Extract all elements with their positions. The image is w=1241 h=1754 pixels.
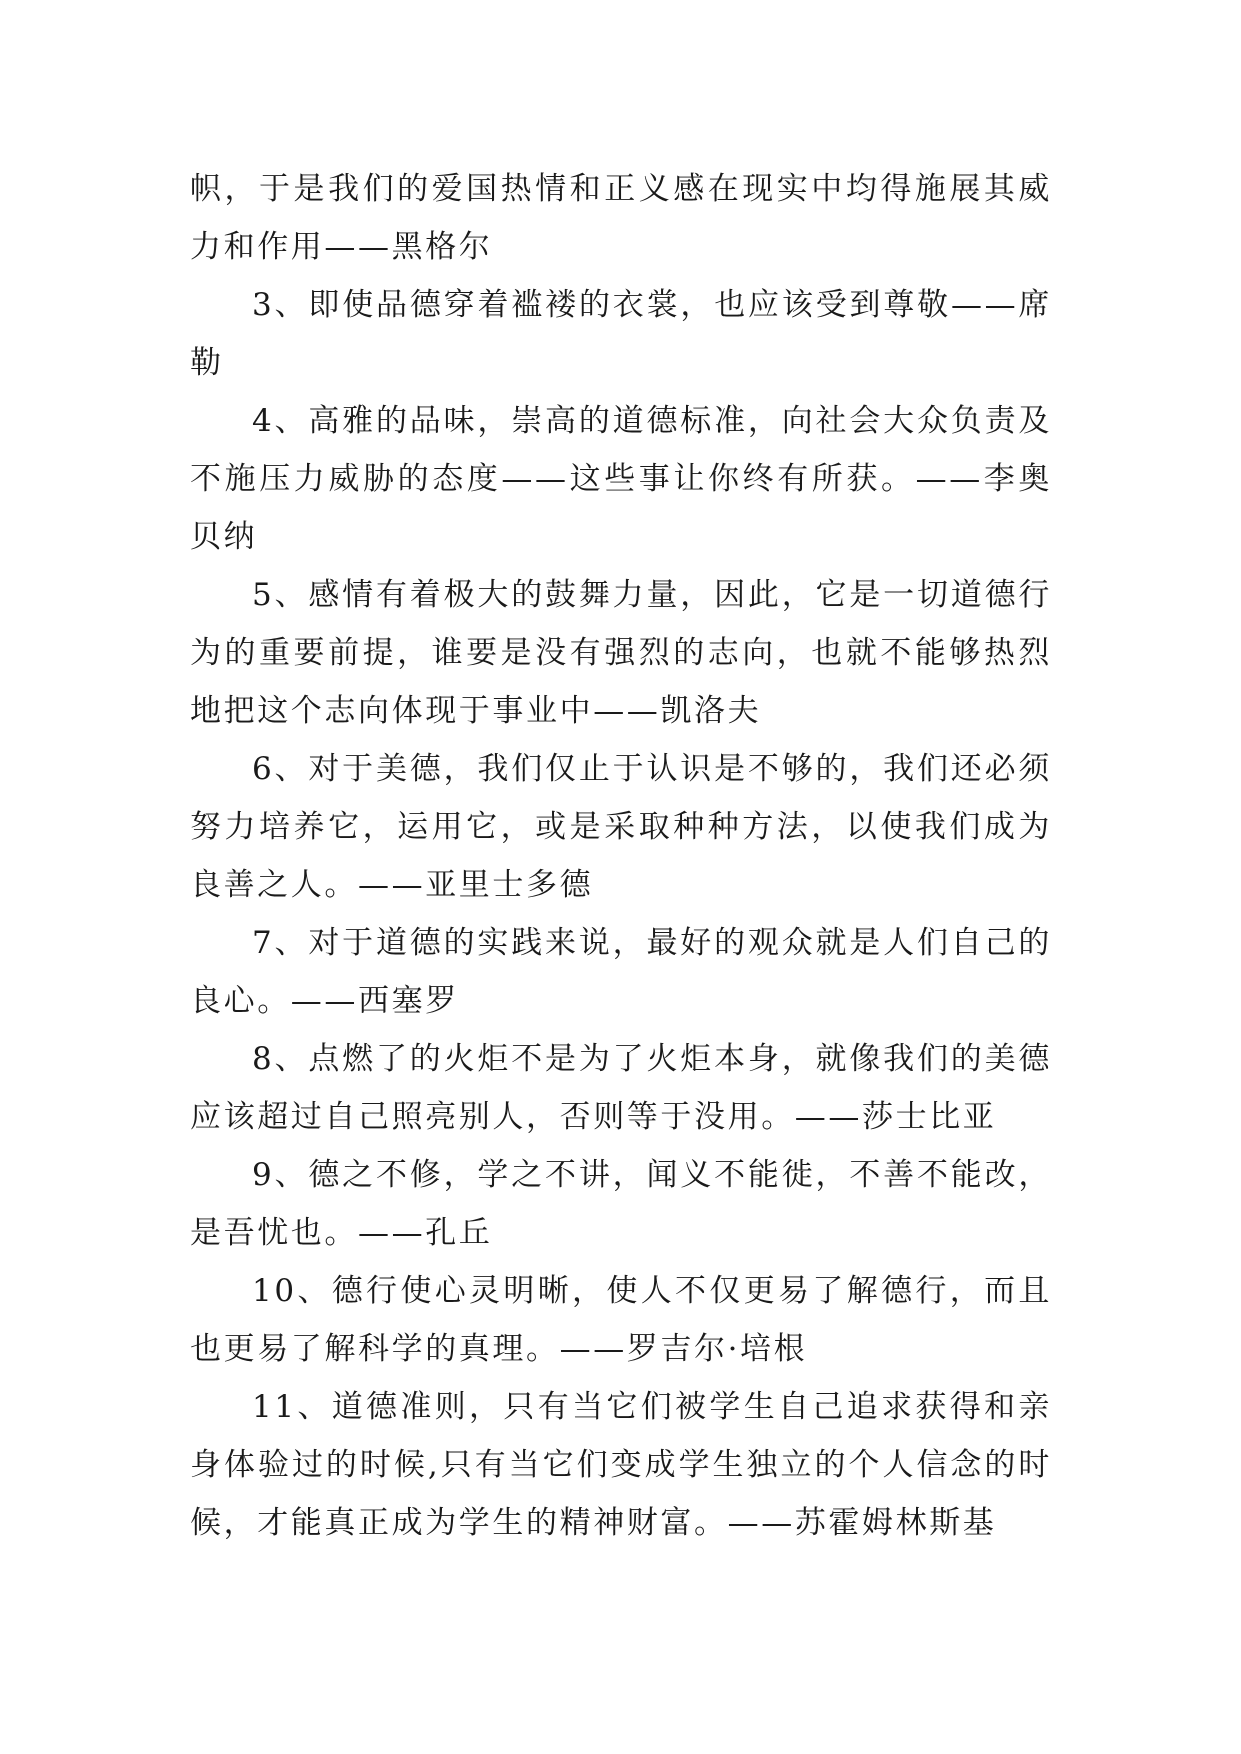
paragraph-continuation: 帜，于是我们的爱国热情和正义感在现实中均得施展其威力和作用——黑格尔: [190, 171, 1052, 265]
quote-paragraph-6: 6、对于美德，我们仅止于认识是不够的，我们还必须努力培养它，运用它，或是采取种种方法，以使我们成为良善之人。——亚里士多德: [190, 751, 1052, 903]
quote-paragraph-3: 3、即使品德穿着褴褛的衣裳，也应该受到尊敬——席勒: [190, 287, 1052, 381]
quote-paragraph-8: 8、点燃了的火炬不是为了火炬本身，就像我们的美德应该超过自己照亮别人，否则等于没用。——莎士比亚: [190, 1041, 1052, 1135]
document-body: [190, 160, 1052, 1552]
quote-paragraph-5: 5、感情有着极大的鼓舞力量，因此，它是一切道德行为的重要前提，谁要是没有强烈的志向，也就不能够热烈地把这个志向体现于事业中——凯洛夫: [190, 577, 1052, 729]
quote-paragraph-4: 4、高雅的品味，崇高的道德标准，向社会大众负责及不施压力威胁的态度——这些事让你终有所获。——李奥贝纳: [190, 403, 1052, 555]
quote-paragraph-10: 10、德行使心灵明晰，使人不仅更易了解德行，而且也更易了解科学的真理。——罗吉尔·培根: [190, 1273, 1052, 1367]
quote-paragraph-11: 11、道德准则，只有当它们被学生自己追求获得和亲身体验过的时候,只有当它们变成学生独立的个人信念的时候，才能真正成为学生的精神财富。——苏霍姆林斯基: [190, 1389, 1052, 1541]
quote-paragraph-9: 9、德之不修，学之不讲，闻义不能徙，不善不能改，是吾忧也。——孔丘: [190, 1157, 1052, 1251]
quote-paragraph-7: 7、对于道德的实践来说，最好的观众就是人们自己的良心。——西塞罗: [190, 925, 1052, 1019]
